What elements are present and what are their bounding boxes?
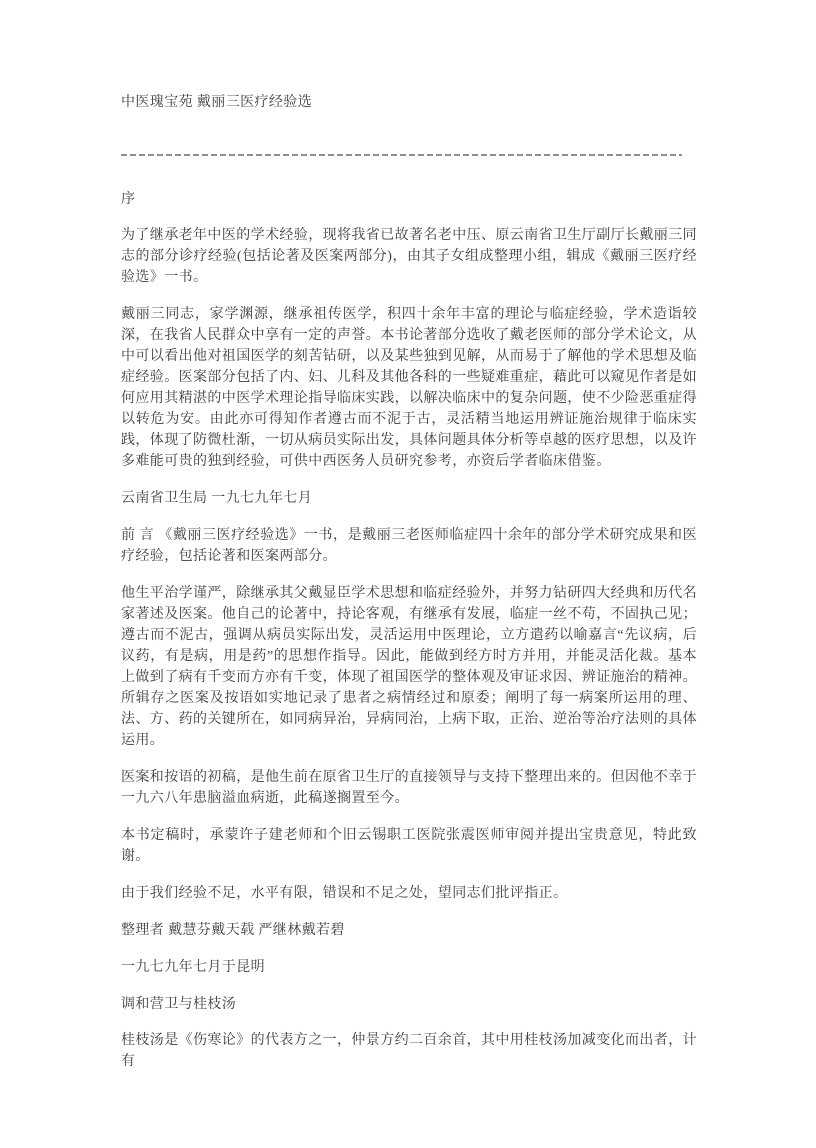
- chapter-paragraph-1: 桂枝汤是《伤寒论》的代表方之一，仲景方约二百余首，其中用桂枝汤加减变化而出者，计有: [121, 1033, 697, 1069]
- preface-paragraph-1: 为了继承老年中医的学术经验，现将我省已故著名老中压、原云南省卫生厅副厅长戴丽三同志的部分诊疗经验(包括论著及医案两部分)，由其子女组成整理小组，辑成《戴丽三医疗经验选》一书。: [121, 228, 697, 285]
- preface-paragraph-2: 戴丽三同志，家学渊源，继承祖传医学，积四十余年丰富的理论与临症经验，学术造诣较深，在我省人民群众中享有一定的声誉。本书论著部分选收了戴老医师的部分学术论文，从中可以看出他对祖国医学的刻苦钻研，以及某些独到见解，从而易于了解他的学术思想及临症经验。医案部分包括了内、妇、儿科及其他各科的一些疑难重症，藉此可以窥见作者是如何应用其精湛的中医学术理论指导临床实践，以解决临床中的复杂问题，使不少险恶重症得以转危为安。由此亦可得知作者遵古而不泥于古，灵活精当地运用辨证施治规律于临床实践，体现了防微杜渐，一切从病员实际出发，具体问题具体分析等卓越的医疗思想，以及许多难能可贵的独到经验，可供中西医务人员研究参考，亦资后学者临床借鉴。: [121, 307, 697, 469]
- editors-line: 整理者 戴慧芬戴天载 严继林戴若碧: [121, 923, 345, 938]
- page-header: 中医瑰宝苑 戴丽三医疗经验选: [121, 95, 313, 110]
- foreword-paragraph-1: 前 言 《戴丽三医疗经验选》一书，是戴丽三老医师临症四十余年的部分学术研究成果和医疗经验，包括论著和医案两部分。: [121, 528, 697, 564]
- dashed-divider: [121, 154, 682, 156]
- preface-heading: 序: [121, 192, 136, 207]
- foreword-paragraph-2: 他生平治学谨严，除继承其父戴显臣学术思想和临症经验外，并努力钻研四大经典和历代名家著述及医案。他自己的论著中，持论客观，有继承有发展，临症一丝不苟，不固执己见；遵古而不泥古，强调从病员实际出发，灵活运用中医理论，立方遣药以喻嘉言“先议病，后议药，有是病，用是药”的思想作指导。因此，能做到经方时方并用，并能灵活化裁。基本上做到了病有千变而方亦有千变，体现了祖国医学的整体观及审证求因、辨证施治的精神。所辑存之医案及按语如实地记录了患者之病情经过和原委；阐明了每一病案所运用的理、法、方、药的关键所在，如同病异治，异病同治，上病下取，正治、逆治等治疗法则的具体运用。: [121, 586, 697, 748]
- apology-paragraph: 由于我们经验不足，水平有限，错误和不足之处，望同志们批评指正。: [121, 886, 568, 901]
- chapter-heading-guizhitang: 调和营卫与桂枝汤: [121, 997, 237, 1012]
- preface-signature: 云南省卫生局 一九七九年七月: [121, 491, 313, 506]
- date-line: 一九七九年七月于昆明: [121, 960, 265, 975]
- foreword-paragraph-3: 医案和按语的初稿，是他生前在原省卫生厅的直接领导与支持下整理出来的。但因他不幸于一九六八年患脑溢血病逝，此稿遂搁置至今。: [121, 770, 697, 806]
- acknowledgement-paragraph: 本书定稿时，承蒙许子建老师和个旧云锡职工医院张震医师审阅并提出宝贵意见，特此致谢。: [121, 828, 697, 864]
